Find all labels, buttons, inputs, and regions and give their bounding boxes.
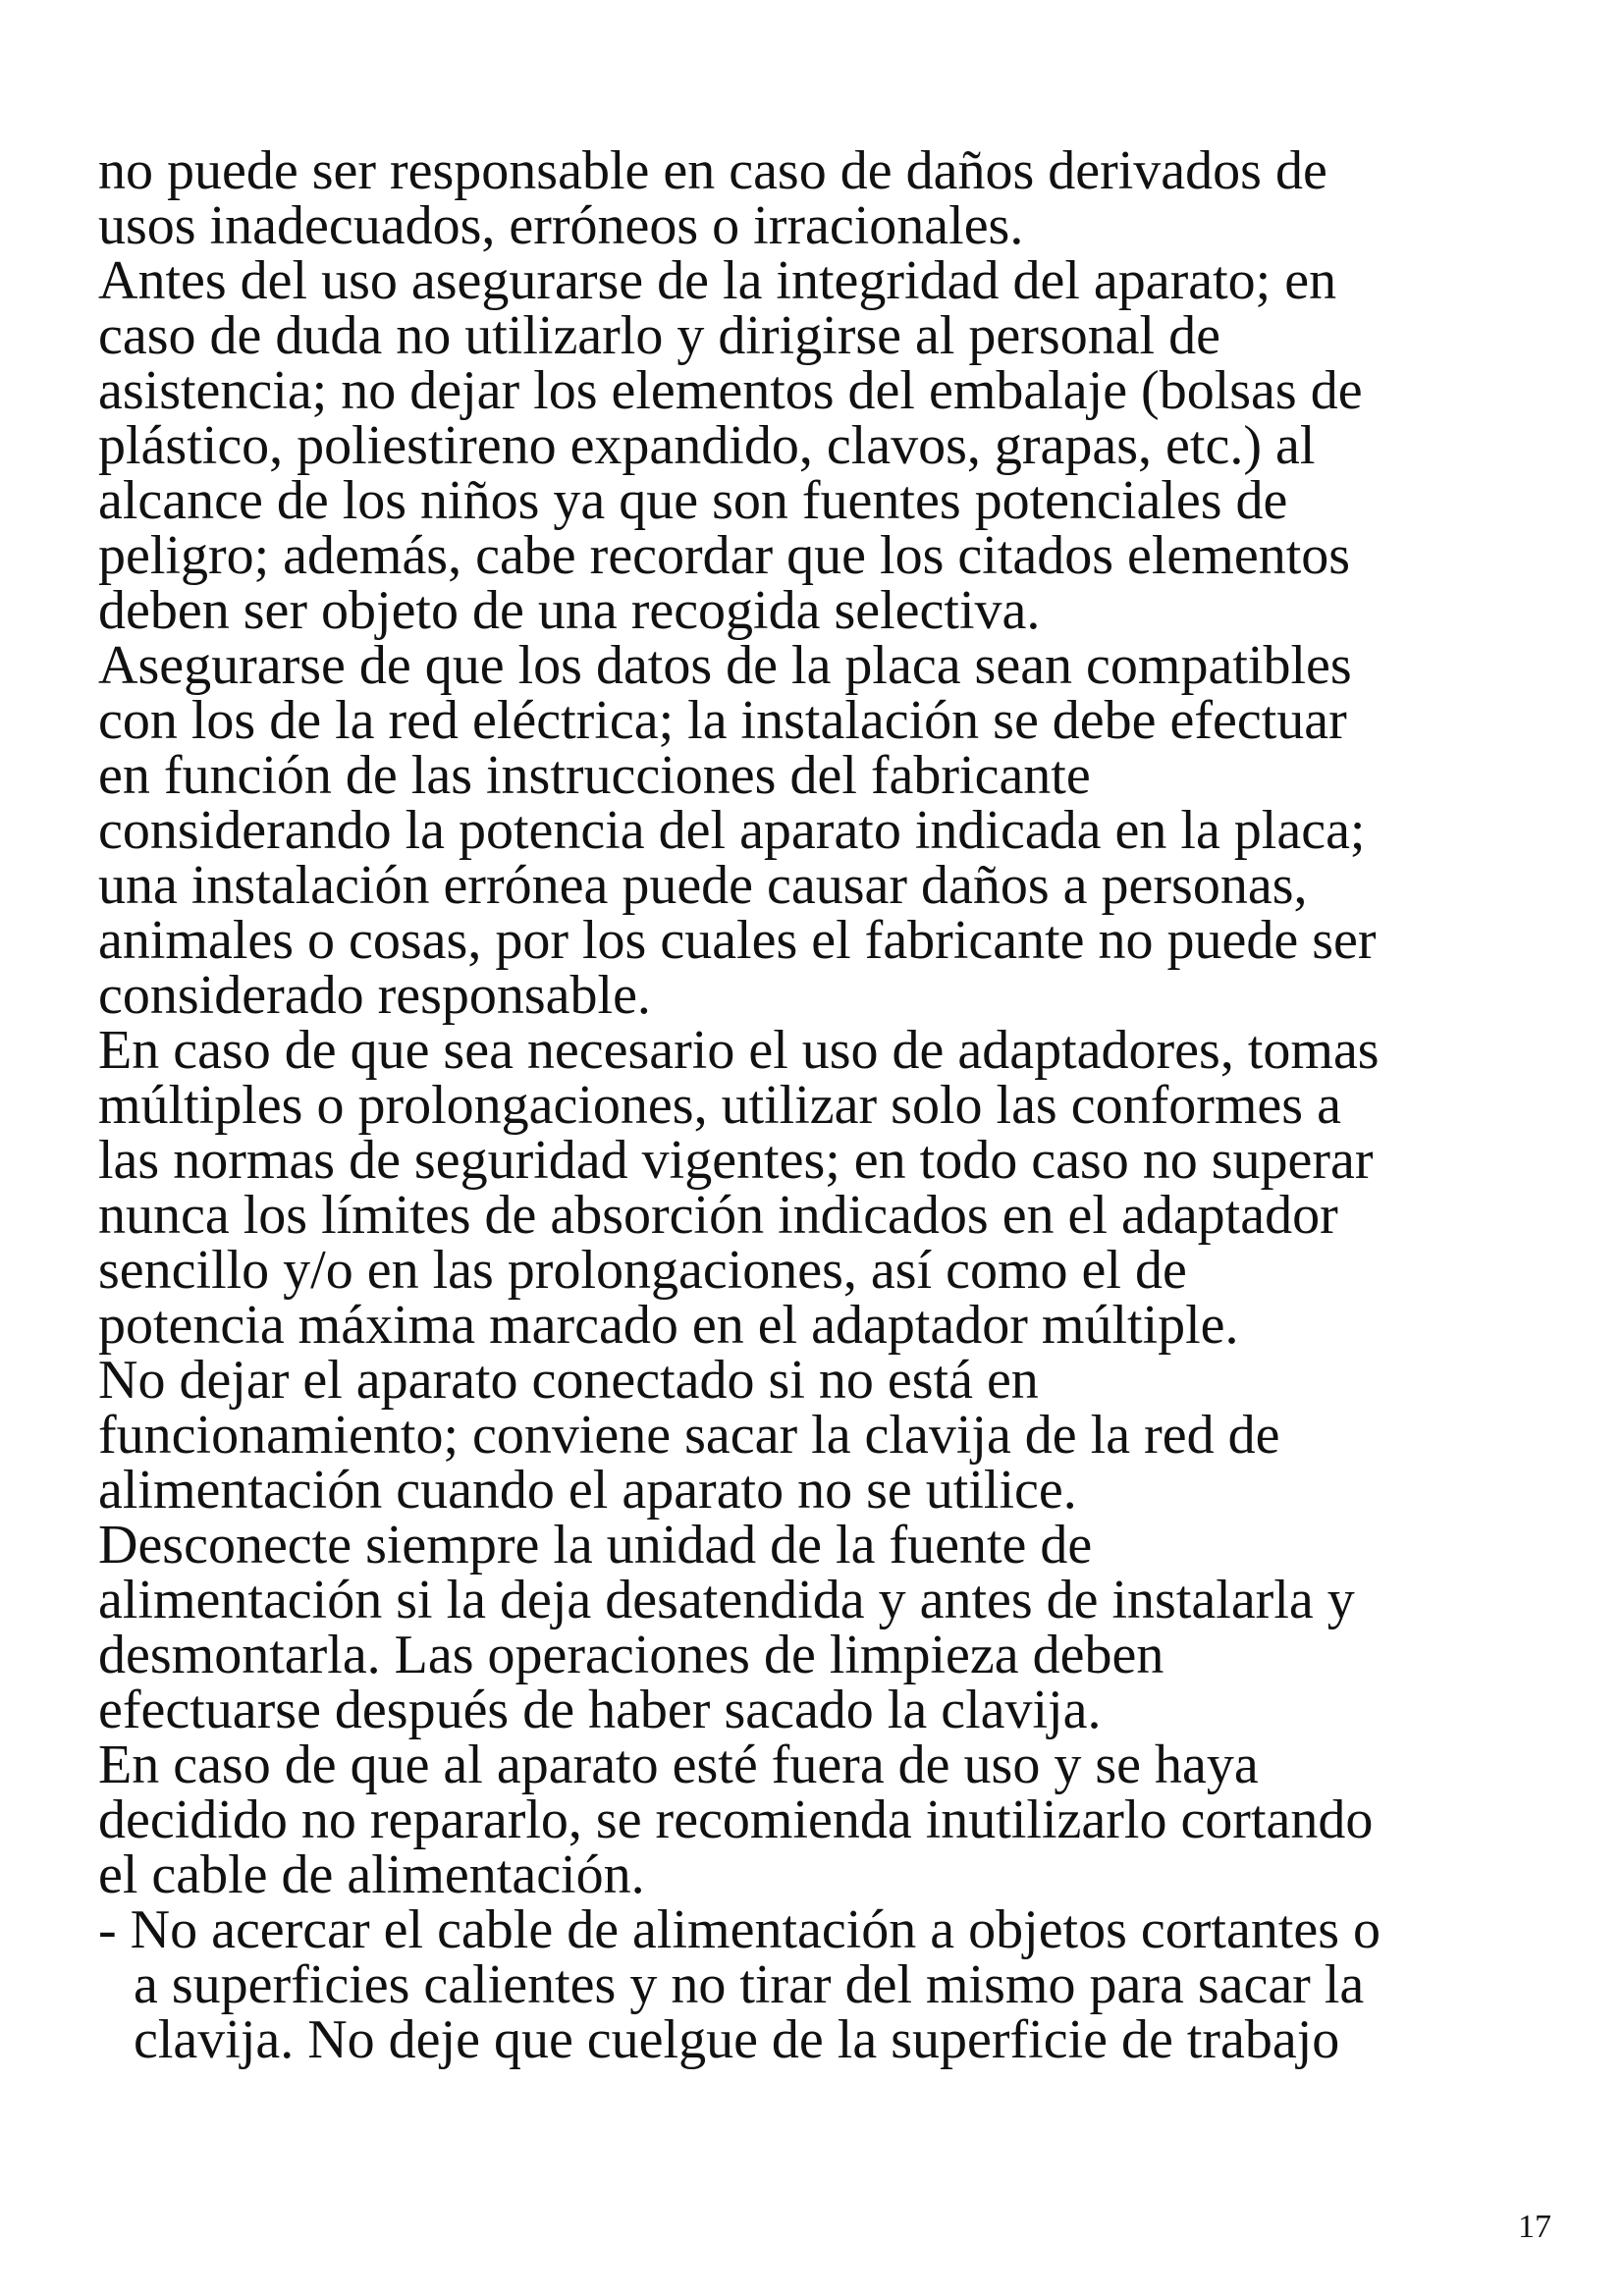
bullet-power-cable: - No acercar el cable de alimentación a objetos cortantes o a superficies calientes y no tirar del mismo para sacar la clavija. No deje que cuelgue de la superficie de trabajo [98, 1899, 1381, 2070]
paragraph-nameplate-compatibility: Asegurarse de que los datos de la placa sean compatibles con los de la red eléctrica; la instalación se debe efectuar en función de las instrucciones del fabricante considerando la potencia del aparato indicada en la placa; una instalación errónea puede causar daños a personas, animales o cosas, por los cuales el fabricante no puede ser considerado responsable. [98, 635, 1377, 1026]
page-body [98, 140, 1591, 2070]
paragraph-integrity-check: Antes del uso asegurarse de la integridad del aparato; en caso de duda no utilizarlo y dirigirse al personal de asistencia; no dejar los elementos del embalaje (bolsas de plástico, poliestireno expandido, clavos, grapas, etc.) al alcance de los niños ya que son fuentes potenciales de peligro; además, cabe recordar que los citados elementos deben ser objeto de una recogida selectiva. [98, 250, 1363, 641]
paragraph-liability: no puede ser responsable en caso de daños derivados de usos inadecuados, erróneos o irracionales. [98, 140, 1327, 256]
paragraph-unplug-when-idle: No dejar el aparato conectado si no está en funcionamiento; conviene sacar la clavija de la red de alimentación cuando el aparato no se utilice. [98, 1350, 1280, 1521]
paragraph-disposal: En caso de que al aparato esté fuera de uso y se haya decidido no repararlo, se recomienda inutilizarlo cortando el cable de alimentación. [98, 1735, 1374, 1905]
page-number: 17 [1518, 2209, 1551, 2245]
paragraph-disconnect-unattended: Desconecte siempre la unidad de la fuente de alimentación si la deja desatendida y antes de instalarla y desmontarla. Las operaciones de limpieza deben efectuarse después de haber sacado la clavija. [98, 1515, 1355, 1740]
paragraph-adapters: En caso de que sea necesario el uso de adaptadores, tomas múltiples o prolongaciones, utilizar solo las conformes a las normas de seguridad vigentes; en todo caso no superar nunca los límites de absorción indicados en el adaptador sencillo y/o en las prolongaciones, así como el de potencia máxima marcado en el adaptador múltiple. [98, 1020, 1380, 1356]
